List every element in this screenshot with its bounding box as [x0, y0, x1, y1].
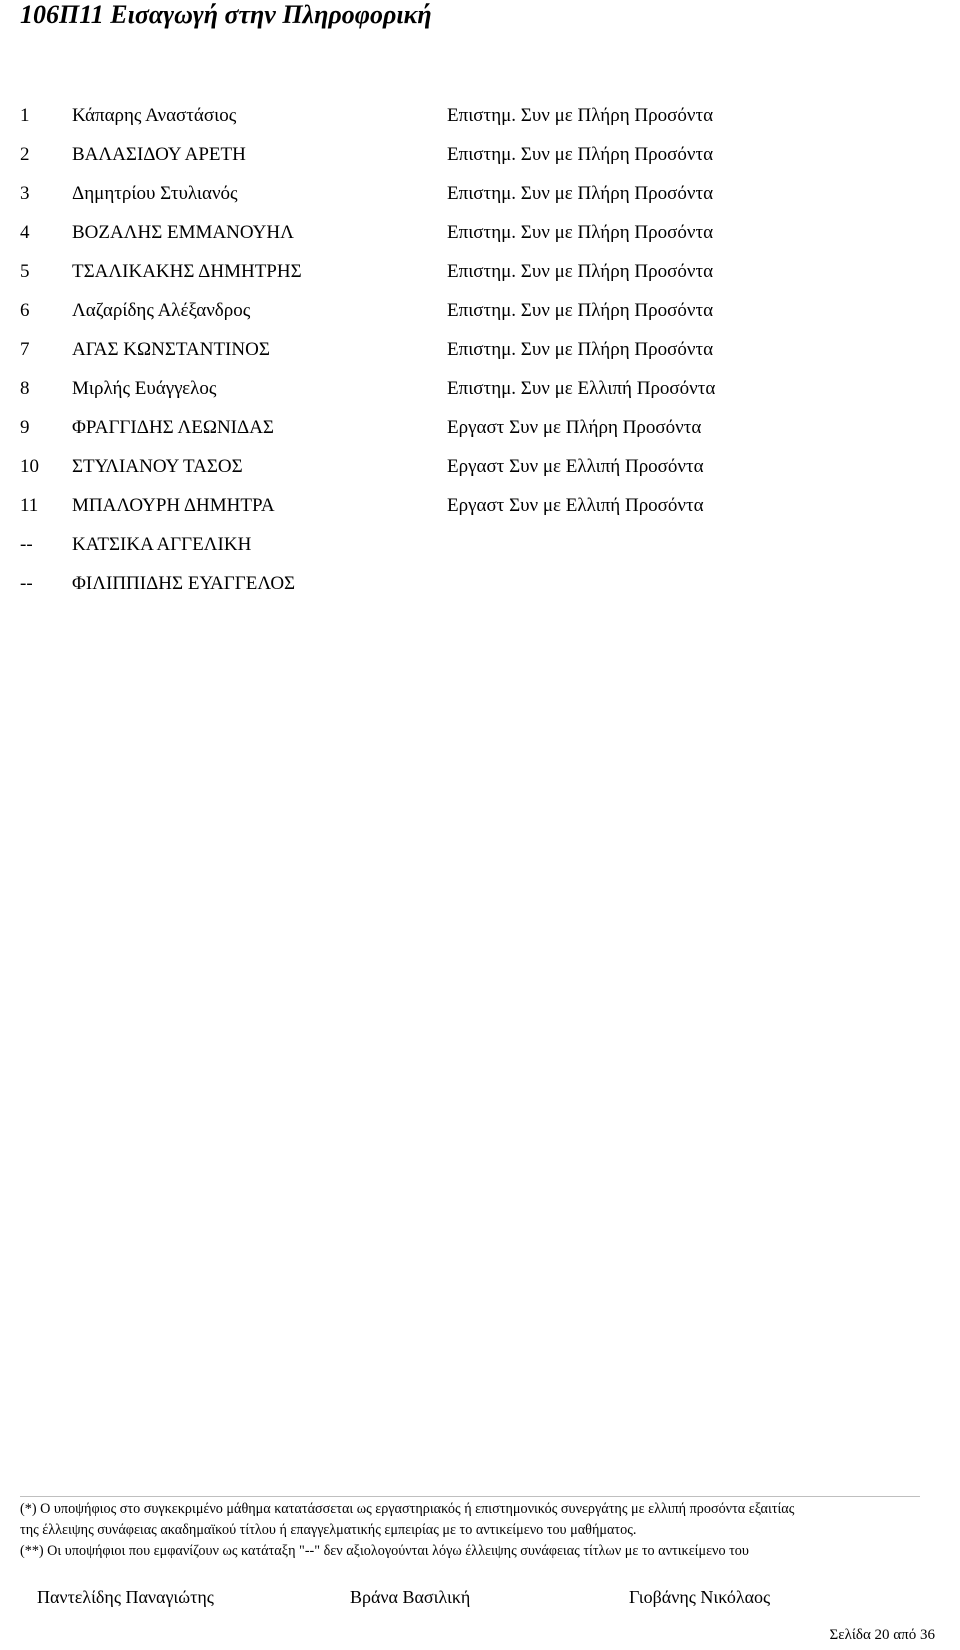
rank-cell: 8 [20, 378, 30, 399]
ranking-row [20, 330, 940, 369]
page-title: 106Π11 Εισαγωγή στην Πληροφορική [20, 0, 432, 29]
candidate-category: Επιστημ. Συν με Πλήρη Προσόντα [447, 222, 714, 243]
ranking-row [20, 369, 940, 408]
candidate-name: ΑΓΑΣ ΚΩΝΣΤΑΝΤΙΝΟΣ [72, 339, 270, 360]
committee-member-name: Βράνα Βασιλική [350, 1587, 471, 1607]
candidate-name: ΒΑΛΑΣΙΔΟΥ ΑΡΕΤΗ [72, 144, 246, 165]
ranking-row [20, 486, 940, 525]
ranking-row [20, 291, 940, 330]
ranking-row [20, 96, 940, 135]
rank-cell: 9 [20, 417, 30, 438]
candidate-name: ΣΤΥΛΙΑΝΟΥ ΤΑΣΟΣ [72, 456, 243, 477]
rank-cell: 10 [20, 456, 39, 477]
rank-cell: 5 [20, 261, 30, 282]
footnote-line: της έλλειψης συνάφειας ακαδημαϊκού τίτλου ή επαγγελματικής εμπειρίας με το αντικείμενο του μαθήματος. [20, 1522, 637, 1538]
candidate-name: Δημητρίου Στυλιανός [72, 183, 238, 204]
candidate-category: Επιστημ. Συν με Πλήρη Προσόντα [447, 144, 714, 165]
candidate-category: Εργαστ Συν με Ελλιπή Προσόντα [447, 495, 704, 516]
candidate-category: Επιστημ. Συν με Πλήρη Προσόντα [447, 183, 714, 204]
committee-signatures [0, 1587, 960, 1613]
candidate-name: Μιρλής Ευάγγελος [72, 378, 217, 399]
candidate-name: ΤΣΑΛΙΚΑΚΗΣ ΔΗΜΗΤΡΗΣ [72, 261, 302, 282]
footnotes [20, 1499, 945, 1562]
candidate-name: ΒΟΖΑΛΗΣ ΕΜΜΑΝΟΥΗΛ [72, 222, 294, 243]
rank-cell: 4 [20, 222, 30, 243]
ranking-row [20, 447, 940, 486]
candidate-category: Επιστημ. Συν με Ελλιπή Προσόντα [447, 378, 716, 399]
committee-member-name: Γιοβάνης Νικόλαος [629, 1587, 771, 1607]
candidate-name: Λαζαρίδης Αλέξανδρος [72, 300, 251, 321]
candidate-name: ΦΙΛΙΠΠΙΔΗΣ ΕΥΑΓΓΕΛΟΣ [72, 573, 296, 594]
candidate-category: Επιστημ. Συν με Πλήρη Προσόντα [447, 105, 714, 126]
ranking-row [20, 135, 940, 174]
committee-member-name: Παντελίδης Παναγιώτης [37, 1587, 214, 1607]
ranking-row [20, 408, 940, 447]
page-number: Σελίδα 20 από 36 [829, 1627, 935, 1643]
candidate-category: Επιστημ. Συν με Πλήρη Προσόντα [447, 261, 714, 282]
rank-cell: -- [20, 534, 33, 555]
ranking-list [20, 96, 940, 603]
rank-cell: 3 [20, 183, 30, 204]
candidate-category: Εργαστ Συν με Πλήρη Προσόντα [447, 417, 702, 438]
rank-cell: 11 [20, 495, 39, 516]
ranking-row [20, 252, 940, 291]
rank-cell: 7 [20, 339, 30, 360]
ranking-row [20, 213, 940, 252]
candidate-name: ΚΑΤΣΙΚΑ ΑΓΓΕΛΙΚΗ [72, 534, 252, 555]
ranking-row [20, 525, 940, 564]
rank-cell: 2 [20, 144, 30, 165]
rank-cell: -- [20, 573, 33, 594]
footnote-divider [20, 1496, 920, 1497]
footnote-line: (**) Οι υποψήφιοι που εμφανίζουν ως κατάταξη "--" δεν αξιολογούνται λόγω έλλειψης συνάφειας τίτλων με το αντικείμενο του [20, 1543, 749, 1559]
candidate-category: Εργαστ Συν με Ελλιπή Προσόντα [447, 456, 704, 477]
rank-cell: 6 [20, 300, 30, 321]
candidate-name: Κάπαρης Αναστάσιος [72, 105, 237, 126]
ranking-row [20, 174, 940, 213]
candidate-name: ΦΡΑΓΓΙΔΗΣ ΛΕΩΝΙΔΑΣ [72, 417, 274, 438]
ranking-row [20, 564, 940, 603]
candidate-category: Επιστημ. Συν με Πλήρη Προσόντα [447, 300, 714, 321]
candidate-category: Επιστημ. Συν με Πλήρη Προσόντα [447, 339, 714, 360]
candidate-name: ΜΠΑΛΟΥΡΗ ΔΗΜΗΤΡΑ [72, 495, 275, 516]
footnote-line: (*) Ο υποψήφιος στο συγκεκριμένο μάθημα κατατάσσεται ως εργαστηριακός ή επιστημονικός συνεργάτης με ελλιπή προσόντα εξαιτίας [20, 1501, 795, 1517]
rank-cell: 1 [20, 105, 30, 126]
